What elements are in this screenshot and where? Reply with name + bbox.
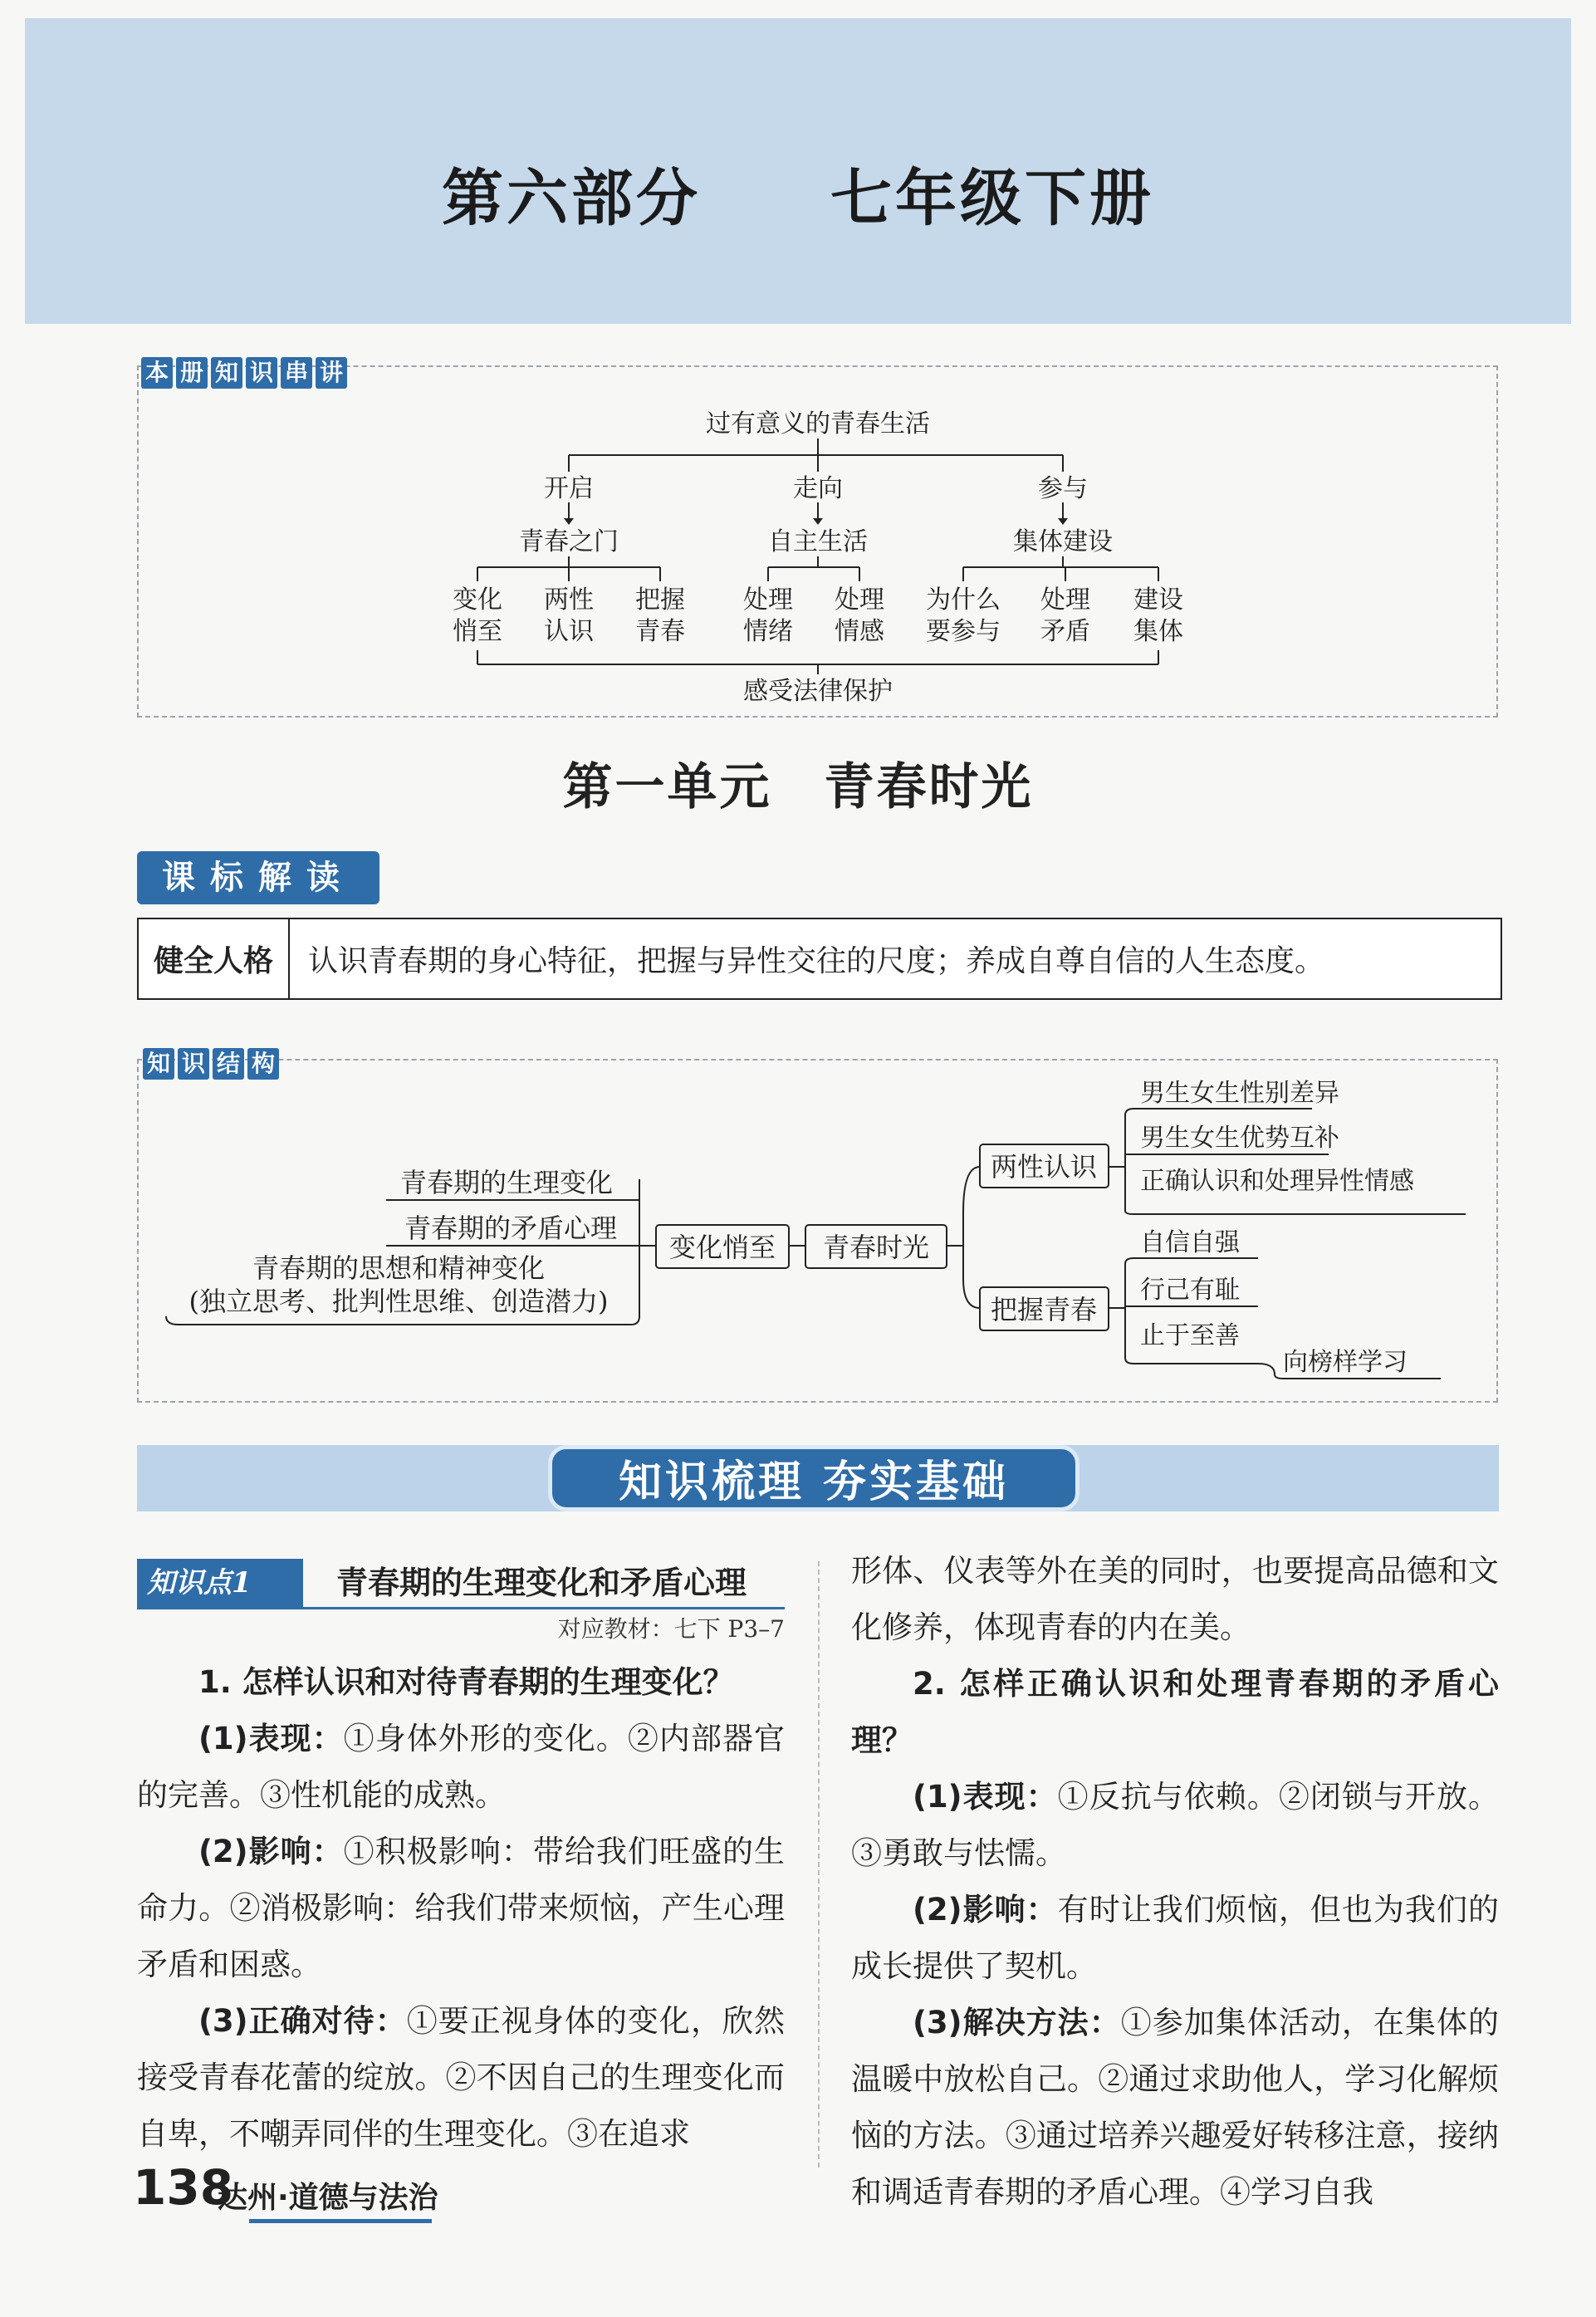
footer-underline	[249, 2219, 432, 2223]
curriculum-box	[137, 918, 1502, 1000]
paragraph-label: (3)正确对待：	[198, 2003, 407, 2039]
paragraph-text: ①要正视身体的变化，欣然接受青春花蕾的绽放。②不因自己的生理变化而自卑，不嘲弄同伴的生理变化。③在追求	[137, 2003, 785, 2152]
tag-char: 串	[281, 357, 312, 389]
overview-topic: 自主生活	[768, 527, 868, 556]
overview-leaf: 要参与	[926, 617, 1001, 646]
section-title: 知识梳理 夯实基础	[548, 1445, 1080, 1511]
overview-verb: 参与	[1038, 474, 1088, 503]
knowledge-structure-diagram	[0, 1046, 1596, 1412]
question-1: 1. 怎样认识和对待青春期的生理变化？	[198, 1664, 734, 1700]
structure-right-item: 男生女生优势互补	[1140, 1124, 1339, 1153]
structure-left-item: (独立思考、批判性思维、创造潜力)	[188, 1286, 609, 1317]
overview-verb: 开启	[544, 474, 594, 503]
paragraph	[851, 1882, 1499, 1995]
tag-char: 知	[211, 357, 242, 389]
paragraph-text: 有时让我们烦恼，但也为我们的成长提供了契机。	[851, 1892, 1499, 1984]
overview-leaf: 情绪	[743, 617, 793, 646]
overview-leaf: 集体	[1133, 617, 1183, 646]
unit-title: 第一单元 青春时光	[562, 758, 1034, 816]
question-2: 2. 怎样正确认识和处理青春期的矛盾心理？	[851, 1666, 1499, 1758]
tag-char: 识	[178, 1048, 209, 1080]
structure-right-item: 男生女生性别差异	[1140, 1079, 1339, 1108]
structure-sub-item: 向榜样学习	[1283, 1348, 1408, 1377]
curriculum-text: 认识青春期的身心特征，把握与异性交往的尺度；养成自尊自信的人生态度。	[308, 944, 1325, 978]
paragraph-label: (1)表现：	[198, 1721, 344, 1756]
structure-node: 青春时光	[822, 1232, 930, 1263]
overview-root: 过有意义的青春生活	[706, 409, 930, 438]
overview-leaf: 处理	[1040, 585, 1090, 615]
right-column	[851, 1543, 1499, 2221]
overview-leaf: 情感	[835, 617, 884, 646]
paragraph-label: (2)影响：	[198, 1834, 344, 1869]
structure-node: 两性认识	[990, 1151, 1098, 1183]
overview-leaf: 青春	[635, 617, 685, 646]
overview-leaf: 建设	[1133, 585, 1183, 615]
tag-char: 识	[246, 357, 277, 389]
structure-right-item: 止于至善	[1140, 1321, 1240, 1350]
overview-verb: 走向	[793, 474, 843, 503]
overview-leaf: 把握	[635, 585, 685, 615]
curriculum-label: 健全人格	[139, 919, 290, 998]
structure-right-item: 正确认识和处理异性情感	[1140, 1167, 1414, 1196]
tag-char: 册	[176, 357, 208, 389]
tag-char: 知	[143, 1048, 174, 1080]
structure-node: 变化悄至	[668, 1232, 776, 1263]
knowledge-point-tag: 知识点1	[137, 1559, 303, 1607]
overview-leaf: 矛盾	[1040, 617, 1090, 646]
paragraph-text: ①反抗与依赖。②闭锁与开放。③勇敢与怯懦。	[851, 1779, 1499, 1871]
page-number: 138	[133, 2159, 234, 2216]
paragraph-continuation: 形体、仪表等外在美的同时，也要提高品德和文化修养，体现青春的内在美。	[851, 1553, 1499, 1645]
overview-leaf: 悄至	[453, 617, 502, 646]
knowledge-point-title: 青春期的生理变化和矛盾心理	[336, 1565, 747, 1601]
left-column	[137, 1654, 785, 2163]
tag-char: 讲	[316, 357, 347, 389]
paragraph-label: (2)影响：	[913, 1892, 1058, 1928]
curriculum-tag: 课标解读	[137, 851, 379, 904]
tag-char: 本	[141, 357, 173, 389]
structure-node: 把握青春	[990, 1294, 1098, 1325]
overview-topic: 集体建设	[1013, 527, 1113, 556]
paragraph-label: (1)表现：	[913, 1779, 1058, 1815]
tag-char: 结	[213, 1048, 244, 1080]
overview-leaf: 处理	[835, 585, 884, 615]
overview-leaf: 处理	[743, 585, 793, 615]
page-title: 第六部分 七年级下册	[442, 163, 1154, 234]
structure-left-item: 青春期的生理变化	[399, 1167, 614, 1198]
structure-right-item: 自信自强	[1140, 1228, 1240, 1257]
paragraph	[137, 1711, 785, 1824]
paragraph	[851, 1769, 1499, 1882]
paragraph-text: ①积极影响：带给我们旺盛的生命力。②消极影响：给我们带来烦恼，产生心理矛盾和困惑。	[137, 1834, 785, 1982]
paragraph	[851, 1995, 1499, 2221]
column-divider	[818, 1561, 820, 2168]
paragraph	[137, 1993, 785, 2163]
paragraph-text: ①参加集体活动，在集体的温暖中放松自己。②通过求助他人，学习化解烦恼的方法。③通过培养兴趣爱好转移注意，接纳和调适青春期的矛盾心理。④学习自我	[851, 2005, 1499, 2210]
overview-bottom: 感受法律保护	[743, 677, 893, 706]
paragraph-label: (3)解决方法：	[913, 2005, 1121, 2040]
tag-char: 构	[247, 1048, 279, 1080]
paragraph-text: ①身体外形的变化。②内部器官的完善。③性机能的成熟。	[137, 1721, 785, 1813]
textbook-reference: 对应教材：七下 P3–7	[557, 1615, 785, 1643]
overview-leaf: 为什么	[926, 585, 1001, 615]
overview-leaf: 认识	[544, 617, 594, 646]
overview-leaf: 变化	[453, 585, 502, 615]
structure-left-item: 青春期的思想和精神变化	[252, 1252, 546, 1284]
knowledge-point-underline	[137, 1607, 785, 1609]
overview-topic: 青春之门	[519, 527, 619, 556]
overview-leaf: 两性	[544, 585, 594, 615]
footer-text: 达州·道德与法治	[218, 2181, 438, 2215]
structure-left-item: 青春期的矛盾心理	[404, 1212, 618, 1244]
book-overview-diagram	[0, 0, 1596, 747]
paragraph	[137, 1824, 785, 1993]
structure-right-item: 行己有耻	[1140, 1276, 1240, 1305]
